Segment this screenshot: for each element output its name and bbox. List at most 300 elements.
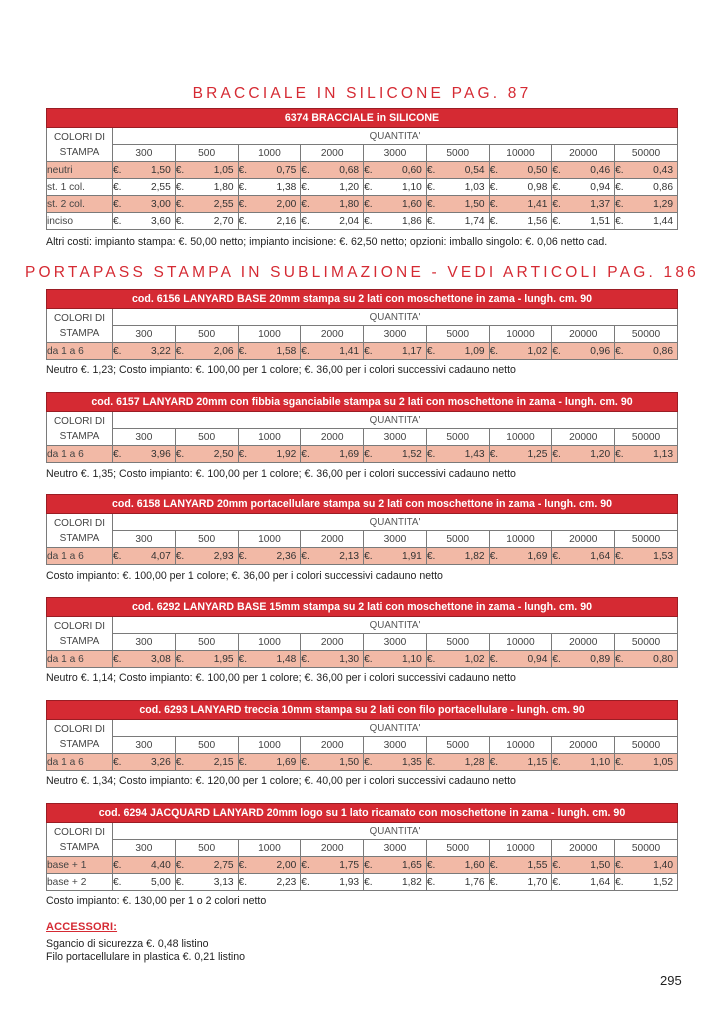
price-table (46, 803, 678, 891)
price-cell (113, 179, 176, 196)
currency-symbol: €. (175, 345, 185, 357)
price-cell (113, 857, 176, 874)
price-cell (489, 162, 552, 179)
currency-symbol: €. (426, 215, 436, 227)
price-value: 4,40 (150, 859, 171, 871)
price-cell (489, 196, 552, 213)
currency-symbol: €. (364, 345, 373, 357)
price-value: 1,05 (213, 164, 234, 176)
price-cell (175, 213, 238, 230)
price-cell (615, 162, 678, 179)
currency-symbol: €. (301, 876, 310, 888)
currency-symbol: €. (489, 550, 499, 562)
currency-symbol: €. (364, 876, 373, 888)
price-cell (175, 343, 238, 360)
price-value: 0,96 (590, 345, 611, 357)
price-value: 2,00 (276, 859, 297, 871)
price-value: 1,25 (527, 448, 548, 460)
quantity-header-cell: 5000 (426, 634, 489, 651)
price-value: 2,36 (276, 550, 297, 562)
price-value: 1,02 (527, 345, 548, 357)
currency-symbol: €. (426, 859, 436, 871)
price-value: 1,10 (402, 181, 422, 193)
price-cell (426, 754, 489, 771)
table-note: Neutro €. 1,23; Costo impianto: €. 100,00 per 1 colore; €. 36,00 per i colori successivi cadauno netto (46, 364, 516, 376)
price-value: 2,00 (276, 198, 297, 210)
price-table (46, 289, 678, 360)
currency-symbol: €. (175, 164, 185, 176)
price-cell (615, 754, 678, 771)
currency-symbol: €. (238, 164, 248, 176)
currency-symbol: €. (301, 653, 310, 665)
quantity-header-cell: 3000 (364, 326, 427, 343)
currency-symbol: €. (238, 198, 248, 210)
price-cell (364, 754, 427, 771)
currency-symbol: €. (175, 550, 185, 562)
price-table (46, 108, 678, 230)
currency-symbol: €. (552, 164, 561, 176)
currency-symbol: €. (426, 448, 436, 460)
currency-symbol: €. (113, 345, 122, 357)
quantity-header-cell: 2000 (301, 737, 364, 754)
currency-symbol: €. (238, 345, 248, 357)
currency-symbol: €. (113, 164, 122, 176)
quantity-header-cell: 300 (113, 145, 176, 162)
price-value: 1,41 (527, 198, 548, 210)
currency-symbol: €. (113, 876, 122, 888)
price-value: 1,15 (527, 756, 548, 768)
currency-symbol: €. (364, 164, 373, 176)
price-value: 1,09 (464, 345, 485, 357)
currency-symbol: €. (552, 876, 561, 888)
price-cell (301, 179, 364, 196)
row-label: neutri (47, 162, 113, 179)
currency-symbol: €. (615, 181, 624, 193)
currency-symbol: €. (615, 756, 624, 768)
currency-symbol: €. (113, 181, 122, 193)
price-value: 1,82 (464, 550, 485, 562)
price-cell (113, 446, 176, 463)
price-value: 1,37 (590, 198, 611, 210)
quantity-header-cell: 500 (175, 531, 238, 548)
accessori-item: Sgancio di sicurezza €. 0,48 listino (46, 938, 209, 950)
currency-symbol: €. (364, 859, 373, 871)
price-cell (615, 343, 678, 360)
table-note: Neutro €. 1,34; Costo impianto: €. 120,00 per 1 colore; €. 40,00 per i colori successivi cadauno netto (46, 775, 516, 787)
price-cell (301, 651, 364, 668)
price-cell (426, 179, 489, 196)
table-note: Costo impianto: €. 130,00 per 1 o 2 colori netto (46, 895, 267, 907)
price-cell (113, 213, 176, 230)
currency-symbol: €. (615, 859, 624, 871)
currency-symbol: €. (426, 876, 436, 888)
price-value: 1,55 (527, 859, 548, 871)
quantity-header-cell: 20000 (552, 531, 615, 548)
quantity-header-cell: 10000 (489, 326, 552, 343)
currency-symbol: €. (113, 859, 122, 871)
price-value: 0,86 (653, 181, 673, 193)
price-value: 2,16 (276, 215, 297, 227)
quantity-header-cell: 3000 (364, 737, 427, 754)
accessori-item: Filo portacellulare in plastica €. 0,21 listino (46, 951, 246, 963)
currency-symbol: €. (301, 215, 310, 227)
quantity-header-cell: 300 (113, 634, 176, 651)
price-value: 1,50 (590, 859, 611, 871)
price-cell (426, 213, 489, 230)
price-value: 3,00 (150, 198, 171, 210)
quantity-header-cell: 5000 (426, 737, 489, 754)
price-cell (238, 213, 301, 230)
price-value: 4,07 (150, 550, 171, 562)
price-value: 1,74 (464, 215, 485, 227)
quantity-header-cell: 500 (175, 429, 238, 446)
quantity-header-cell: 500 (175, 840, 238, 857)
price-cell (364, 343, 427, 360)
price-value: 1,29 (653, 198, 673, 210)
price-value: 1,52 (653, 876, 673, 888)
price-cell (364, 179, 427, 196)
price-cell (364, 857, 427, 874)
price-cell (238, 651, 301, 668)
currency-symbol: €. (364, 653, 373, 665)
quantity-header-cell: 20000 (552, 429, 615, 446)
price-cell (175, 651, 238, 668)
quantity-header-cell: 2000 (301, 429, 364, 446)
colori-label-line2: STAMPA (59, 532, 100, 544)
price-cell (238, 343, 301, 360)
currency-symbol: €. (238, 653, 248, 665)
price-cell (238, 548, 301, 565)
quantity-header-cell: 10000 (489, 840, 552, 857)
table-note: Neutro €. 1,35; Costo impianto: €. 100,00 per 1 colore; €. 36,00 per i colori successivi cadauno netto (46, 468, 516, 480)
currency-symbol: €. (615, 198, 624, 210)
colori-label-line2: STAMPA (59, 841, 100, 853)
currency-symbol: €. (489, 653, 499, 665)
table-caption: cod. 6293 LANYARD treccia 10mm stampa su 2 lati con filo portacellulare - lungh. cm. 90 (47, 701, 678, 720)
price-cell (175, 874, 238, 891)
colori-label-line1: COLORI DI (53, 415, 106, 427)
row-label: da 1 a 6 (47, 446, 113, 463)
quantity-header-cell: 50000 (615, 737, 678, 754)
price-cell (426, 162, 489, 179)
currency-symbol: €. (364, 448, 373, 460)
price-cell (552, 162, 615, 179)
colori-label-line1: COLORI DI (53, 723, 106, 735)
quantity-header-cell: 3000 (364, 634, 427, 651)
currency-symbol: €. (238, 550, 248, 562)
price-value: 2,04 (339, 215, 360, 227)
price-table (46, 700, 678, 771)
table-row (47, 213, 678, 230)
price-value: 1,03 (464, 181, 485, 193)
quantity-header-cell: 3000 (364, 840, 427, 857)
quantity-header-cell: 5000 (426, 429, 489, 446)
price-value: 1,91 (402, 550, 422, 562)
currency-symbol: €. (552, 550, 561, 562)
price-cell (552, 343, 615, 360)
currency-symbol: €. (175, 181, 185, 193)
price-cell (113, 651, 176, 668)
table-note: Costo impianto: €. 100,00 per 1 colore; €. 36,00 per i colori successivi cadauno netto (46, 570, 443, 582)
currency-symbol: €. (489, 345, 499, 357)
price-cell (426, 343, 489, 360)
quantity-header-cell: 300 (113, 531, 176, 548)
currency-symbol: €. (238, 215, 248, 227)
price-cell (238, 446, 301, 463)
price-value: 1,60 (402, 198, 422, 210)
price-cell (301, 754, 364, 771)
price-value: 1,48 (276, 653, 297, 665)
currency-symbol: €. (113, 756, 122, 768)
currency-symbol: €. (615, 215, 624, 227)
quantity-header-cell: 1000 (238, 145, 301, 162)
price-value: 1,38 (276, 181, 297, 193)
table-row (47, 196, 678, 213)
colori-label-line1: COLORI DI (53, 131, 106, 143)
colori-di-stampa-header (47, 720, 113, 754)
quantity-header-cell: 5000 (426, 840, 489, 857)
price-cell (364, 196, 427, 213)
price-value: 1,58 (276, 345, 297, 357)
currency-symbol: €. (175, 448, 185, 460)
price-value: 1,05 (653, 756, 673, 768)
table-row (47, 548, 678, 565)
currency-symbol: €. (489, 876, 499, 888)
price-value: 2,93 (213, 550, 234, 562)
currency-symbol: €. (426, 756, 436, 768)
price-value: 1,35 (402, 756, 422, 768)
price-cell (426, 857, 489, 874)
quantity-header-cell: 20000 (552, 737, 615, 754)
table-caption: cod. 6158 LANYARD 20mm portacellulare stampa su 2 lati con moschettone in zama - lungh. cm. 90 (47, 495, 678, 514)
quantity-header-cell: 50000 (615, 145, 678, 162)
quantity-header-cell: 3000 (364, 531, 427, 548)
currency-symbol: €. (426, 550, 436, 562)
table-row (47, 162, 678, 179)
table-row (47, 651, 678, 668)
price-value: 1,50 (339, 756, 360, 768)
currency-symbol: €. (615, 448, 624, 460)
table-caption: 6374 BRACCIALE in SILICONE (47, 109, 678, 128)
price-cell (175, 754, 238, 771)
price-cell (301, 196, 364, 213)
currency-symbol: €. (426, 164, 436, 176)
price-cell (426, 651, 489, 668)
price-value: 2,70 (213, 215, 234, 227)
currency-symbol: €. (489, 215, 499, 227)
colori-di-stampa-header (47, 617, 113, 651)
price-cell (113, 548, 176, 565)
price-value: 3,26 (150, 756, 171, 768)
colori-di-stampa-header (47, 514, 113, 548)
colori-label-line2: STAMPA (59, 327, 100, 339)
price-cell (301, 343, 364, 360)
quantita-header: QUANTITA' (113, 412, 678, 429)
price-value: 2,13 (339, 550, 360, 562)
price-table (46, 597, 678, 668)
price-cell (113, 196, 176, 213)
price-value: 0,86 (653, 345, 673, 357)
currency-symbol: €. (364, 198, 373, 210)
price-cell (175, 548, 238, 565)
currency-symbol: €. (426, 181, 436, 193)
currency-symbol: €. (489, 448, 499, 460)
row-label: base + 2 (47, 874, 113, 891)
price-value: 1,75 (339, 859, 360, 871)
currency-symbol: €. (301, 550, 310, 562)
currency-symbol: €. (552, 653, 561, 665)
currency-symbol: €. (615, 164, 624, 176)
price-cell (489, 548, 552, 565)
price-cell (552, 179, 615, 196)
quantity-header-cell: 50000 (615, 531, 678, 548)
quantity-header-cell: 300 (113, 326, 176, 343)
section-title-portapass: PORTAPASS STAMPA IN SUBLIMAZIONE - VEDI ARTICOLI PAG. 186 (25, 264, 699, 281)
price-cell (238, 754, 301, 771)
price-value: 1,30 (339, 653, 360, 665)
page-number: 295 (660, 973, 682, 988)
price-value: 3,60 (150, 215, 171, 227)
quantity-header-cell: 50000 (615, 429, 678, 446)
currency-symbol: €. (364, 550, 373, 562)
price-value: 1,93 (339, 876, 360, 888)
currency-symbol: €. (238, 181, 248, 193)
price-cell (364, 548, 427, 565)
price-cell (426, 548, 489, 565)
price-cell (615, 179, 678, 196)
price-cell (552, 196, 615, 213)
currency-symbol: €. (489, 164, 499, 176)
quantity-header-cell: 20000 (552, 840, 615, 857)
price-cell (364, 874, 427, 891)
currency-symbol: €. (426, 198, 436, 210)
row-label: st. 1 col. (47, 179, 113, 196)
price-value: 1,51 (590, 215, 611, 227)
price-value: 1,64 (590, 876, 611, 888)
quantity-header-cell: 5000 (426, 326, 489, 343)
colori-di-stampa-header (47, 309, 113, 343)
currency-symbol: €. (552, 198, 561, 210)
price-value: 0,75 (276, 164, 297, 176)
currency-symbol: €. (175, 876, 185, 888)
price-cell (489, 857, 552, 874)
price-cell (113, 162, 176, 179)
price-value: 1,69 (339, 448, 360, 460)
table-row (47, 179, 678, 196)
price-cell (615, 213, 678, 230)
price-value: 1,64 (590, 550, 611, 562)
quantity-header-cell: 1000 (238, 429, 301, 446)
price-cell (489, 651, 552, 668)
quantity-header-cell: 5000 (426, 145, 489, 162)
price-cell (113, 754, 176, 771)
price-value: 1,80 (213, 181, 234, 193)
price-value: 0,54 (464, 164, 485, 176)
quantity-header-cell: 50000 (615, 326, 678, 343)
price-value: 1,02 (464, 653, 485, 665)
colori-label-line2: STAMPA (59, 430, 100, 442)
price-cell (301, 548, 364, 565)
currency-symbol: €. (301, 345, 310, 357)
quantity-header-cell: 20000 (552, 634, 615, 651)
currency-symbol: €. (301, 198, 310, 210)
price-value: 1,60 (464, 859, 485, 871)
currency-symbol: €. (113, 215, 122, 227)
price-value: 1,76 (464, 876, 485, 888)
quantity-header-cell: 2000 (301, 531, 364, 548)
quantity-header-cell: 2000 (301, 145, 364, 162)
price-cell (175, 446, 238, 463)
price-value: 0,94 (590, 181, 611, 193)
price-value: 1,65 (402, 859, 422, 871)
price-cell (175, 196, 238, 213)
price-value: 0,80 (653, 653, 673, 665)
price-cell (175, 162, 238, 179)
price-value: 3,13 (213, 876, 234, 888)
currency-symbol: €. (552, 181, 561, 193)
currency-symbol: €. (301, 164, 310, 176)
quantita-header: QUANTITA' (113, 617, 678, 634)
price-value: 1,80 (339, 198, 360, 210)
colori-di-stampa-header (47, 128, 113, 162)
colori-label-line1: COLORI DI (53, 312, 106, 324)
price-value: 3,96 (150, 448, 171, 460)
price-cell (615, 874, 678, 891)
price-cell (552, 857, 615, 874)
price-value: 5,00 (150, 876, 171, 888)
price-cell (552, 548, 615, 565)
quantity-header-cell: 5000 (426, 531, 489, 548)
table-row (47, 754, 678, 771)
quantita-header: QUANTITA' (113, 720, 678, 737)
table-caption: cod. 6294 JACQUARD LANYARD 20mm logo su 1 lato ricamato con moschettone in zama - lungh. cm. 90 (47, 804, 678, 823)
price-value: 1,82 (402, 876, 422, 888)
quantity-header-cell: 1000 (238, 326, 301, 343)
price-cell (489, 754, 552, 771)
price-value: 2,50 (213, 448, 234, 460)
quantity-header-cell: 300 (113, 429, 176, 446)
currency-symbol: €. (175, 653, 185, 665)
price-value: 0,50 (527, 164, 548, 176)
currency-symbol: €. (615, 876, 624, 888)
price-cell (175, 179, 238, 196)
quantity-header-cell: 20000 (552, 326, 615, 343)
price-cell (615, 446, 678, 463)
quantity-header-cell: 2000 (301, 634, 364, 651)
colori-label-line2: STAMPA (59, 146, 100, 158)
currency-symbol: €. (301, 756, 310, 768)
price-value: 2,06 (213, 345, 234, 357)
price-cell (364, 446, 427, 463)
currency-symbol: €. (489, 181, 499, 193)
row-label: inciso (47, 213, 113, 230)
quantity-header-cell: 2000 (301, 326, 364, 343)
quantity-header-cell: 500 (175, 326, 238, 343)
currency-symbol: €. (489, 198, 499, 210)
table-caption: cod. 6157 LANYARD 20mm con fibbia sganciabile stampa su 2 lati con moschettone in zama - lungh. cm. 90 (47, 393, 678, 412)
price-cell (615, 857, 678, 874)
price-value: 0,60 (402, 164, 422, 176)
price-cell (615, 651, 678, 668)
price-cell (552, 874, 615, 891)
quantity-header-cell: 3000 (364, 429, 427, 446)
price-value: 1,95 (213, 653, 234, 665)
price-value: 1,69 (276, 756, 297, 768)
quantity-header-cell: 2000 (301, 840, 364, 857)
price-cell (489, 343, 552, 360)
currency-symbol: €. (489, 756, 499, 768)
price-value: 1,17 (402, 345, 422, 357)
